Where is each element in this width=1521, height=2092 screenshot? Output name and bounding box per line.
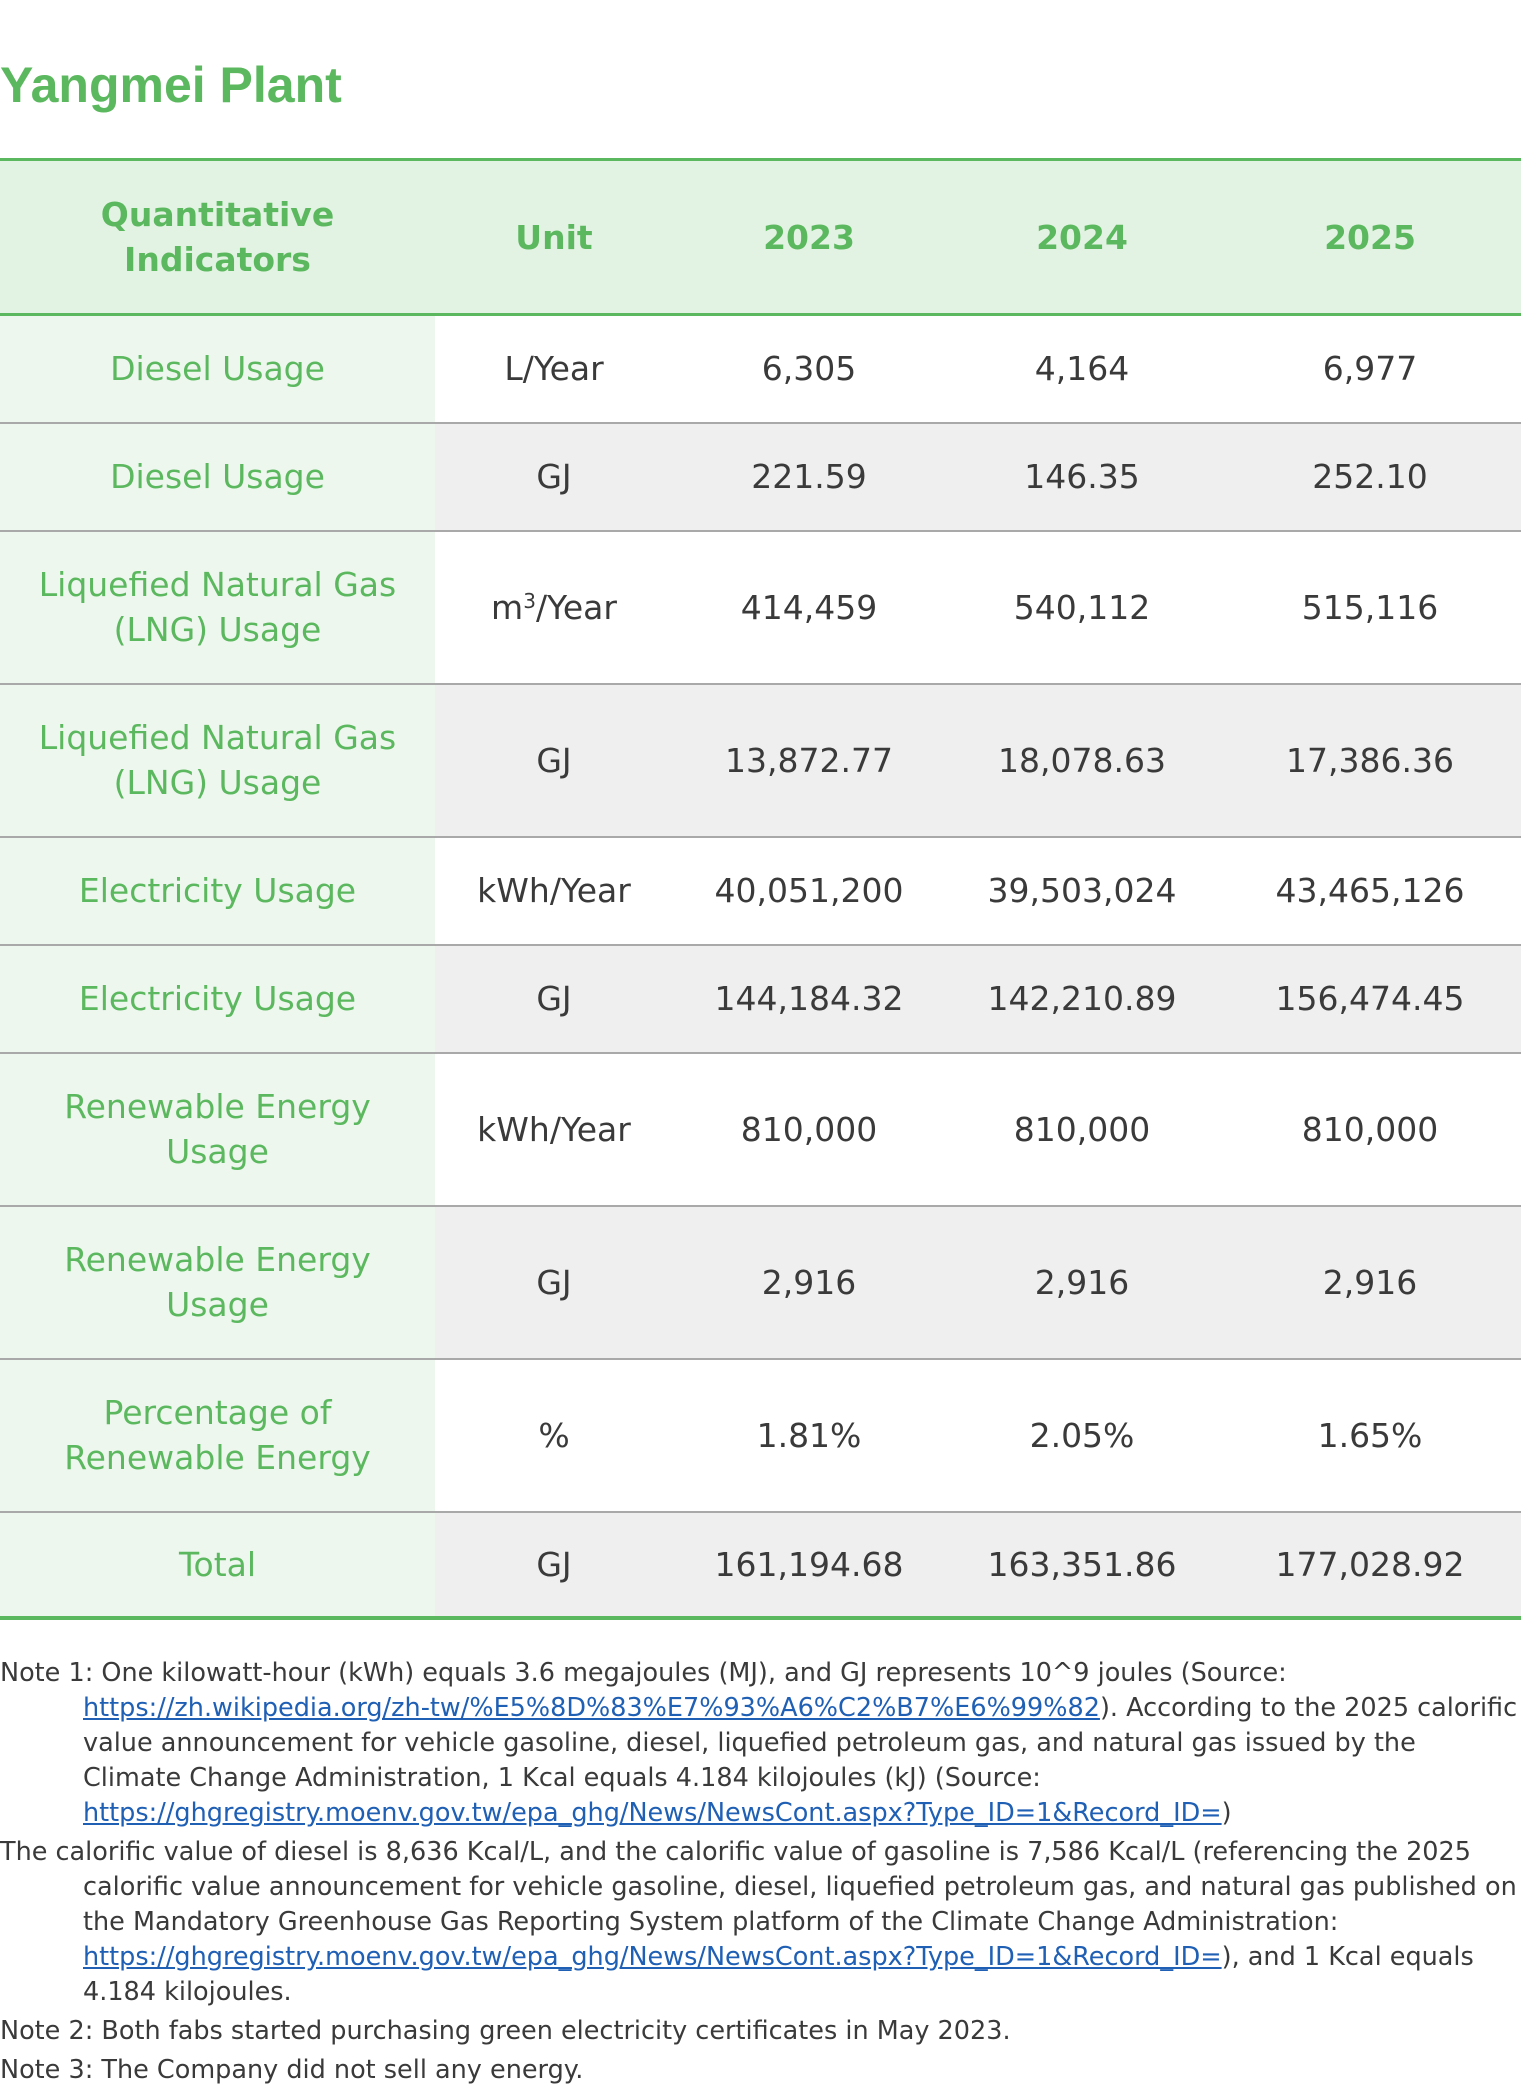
value-2023: 40,051,200 (673, 837, 945, 945)
value-2025: 43,465,126 (1219, 837, 1521, 945)
value-2025: 17,386.36 (1219, 684, 1521, 837)
indicator-cell: Diesel Usage (0, 315, 435, 423)
value-2024: 18,078.63 (945, 684, 1219, 837)
value-2025: 2,916 (1219, 1206, 1521, 1359)
calorific-text-b: ), and 1 Kcal equals 4.184 kilojoules. (83, 1942, 1474, 2007)
calorific-note (0, 1835, 1521, 2010)
value-2023: 414,459 (673, 531, 945, 684)
value-2024: 2,916 (945, 1206, 1219, 1359)
note-1-text-b: ). According to the 2025 calorific value announcement for vehicle gasoline, diesel, liquefied petroleum gas, and natural gas issued by the Climate Change Administration, 1 Kcal equals 4.184 kilojoules (kJ) (Source: (83, 1693, 1518, 1793)
header-indicators: Quantitative Indicators (0, 160, 435, 315)
indicator-cell: Diesel Usage (0, 423, 435, 531)
note-1-text-a: Note 1: One kilowatt-hour (kWh) equals 3.6 megajoules (MJ), and GJ represents 10^9 joules (Source: (0, 1658, 1287, 1688)
value-2025: 1.65% (1219, 1359, 1521, 1512)
unit-superscript: 3 (523, 588, 536, 613)
value-2023: 161,194.68 (673, 1512, 945, 1618)
unit-cell (435, 531, 673, 684)
unit-cell: GJ (435, 1512, 673, 1618)
indicator-cell: Total (0, 1512, 435, 1618)
indicator-cell: Percentage of Renewable Energy (0, 1359, 435, 1512)
table-header-row (0, 160, 1521, 315)
value-2023: 1.81% (673, 1359, 945, 1512)
indicator-cell: Liquefied Natural Gas (LNG) Usage (0, 531, 435, 684)
value-2024: 2.05% (945, 1359, 1219, 1512)
note-2: Note 2: Both fabs started purchasing green electricity certificates in May 2023. (0, 2016, 1011, 2046)
note-1-text-c: ) (1221, 1798, 1232, 1828)
value-2024: 146.35 (945, 423, 1219, 531)
indicator-cell: Electricity Usage (0, 837, 435, 945)
unit-base: m (491, 587, 524, 627)
ghg-registry-link[interactable]: https://ghgregistry.moenv.gov.tw/epa_ghg/News/NewsCont.aspx?Type_ID=1&Record_ID= (83, 1942, 1222, 1972)
unit-cell: kWh/Year (435, 837, 673, 945)
unit-cell: GJ (435, 684, 673, 837)
value-2025: 810,000 (1219, 1053, 1521, 1206)
indicator-cell: Renewable Energy Usage (0, 1053, 435, 1206)
ghg-registry-link[interactable]: https://ghgregistry.moenv.gov.tw/epa_ghg/News/NewsCont.aspx?Type_ID=1&Record_ID= (83, 1798, 1222, 1828)
header-2025: 2025 (1219, 160, 1521, 315)
table-row-total (0, 1512, 1521, 1618)
header-2023: 2023 (673, 160, 945, 315)
unit-cell: % (435, 1359, 673, 1512)
table-row (0, 315, 1521, 423)
unit-cell: kWh/Year (435, 1053, 673, 1206)
value-2024: 4,164 (945, 315, 1219, 423)
value-2023: 2,916 (673, 1206, 945, 1359)
wikipedia-link[interactable]: https://zh.wikipedia.org/zh-tw/%E5%8D%83%E7%93%A6%C2%B7%E6%99%82 (83, 1693, 1100, 1723)
value-2025: 6,977 (1219, 315, 1521, 423)
value-2025: 156,474.45 (1219, 945, 1521, 1053)
value-2024: 540,112 (945, 531, 1219, 684)
indicator-cell: Electricity Usage (0, 945, 435, 1053)
value-2023: 6,305 (673, 315, 945, 423)
unit-cell: L/Year (435, 315, 673, 423)
value-2023: 13,872.77 (673, 684, 945, 837)
indicator-cell: Liquefied Natural Gas (LNG) Usage (0, 684, 435, 837)
table-row (0, 423, 1521, 531)
footnotes (0, 1656, 1521, 2092)
table-row (0, 945, 1521, 1053)
value-2024: 142,210.89 (945, 945, 1219, 1053)
calorific-text-a: The calorific value of diesel is 8,636 Kcal/L, and the calorific value of gasoline is 7,586 Kcal/L (referencing the 2025 calorific value announcement for vehicle gasoline, diesel, liquefied petroleum gas, and natural gas published on the Mandatory Greenhouse Gas Reporting System platform of the Climate Change Administration: (0, 1837, 1517, 1937)
energy-usage-table (0, 158, 1521, 1620)
value-2025: 252.10 (1219, 423, 1521, 531)
table-row (0, 1206, 1521, 1359)
unit-cell: GJ (435, 423, 673, 531)
note-3: Note 3: The Company did not sell any energy. (0, 2055, 584, 2085)
unit-tail: /Year (535, 587, 617, 627)
table-row (0, 1053, 1521, 1206)
value-2023: 221.59 (673, 423, 945, 531)
table-row (0, 1359, 1521, 1512)
indicator-cell: Renewable Energy Usage (0, 1206, 435, 1359)
value-2025: 515,116 (1219, 531, 1521, 684)
value-2023: 144,184.32 (673, 945, 945, 1053)
table-row (0, 531, 1521, 684)
header-2024: 2024 (945, 160, 1219, 315)
page-title: Yangmei Plant (0, 57, 342, 113)
unit-cell: GJ (435, 945, 673, 1053)
value-2024: 163,351.86 (945, 1512, 1219, 1618)
value-2024: 810,000 (945, 1053, 1219, 1206)
table-row (0, 684, 1521, 837)
table-row (0, 837, 1521, 945)
unit-cell: GJ (435, 1206, 673, 1359)
value-2024: 39,503,024 (945, 837, 1219, 945)
note-1 (0, 1656, 1521, 1831)
value-2025: 177,028.92 (1219, 1512, 1521, 1618)
value-2023: 810,000 (673, 1053, 945, 1206)
header-unit: Unit (435, 160, 673, 315)
